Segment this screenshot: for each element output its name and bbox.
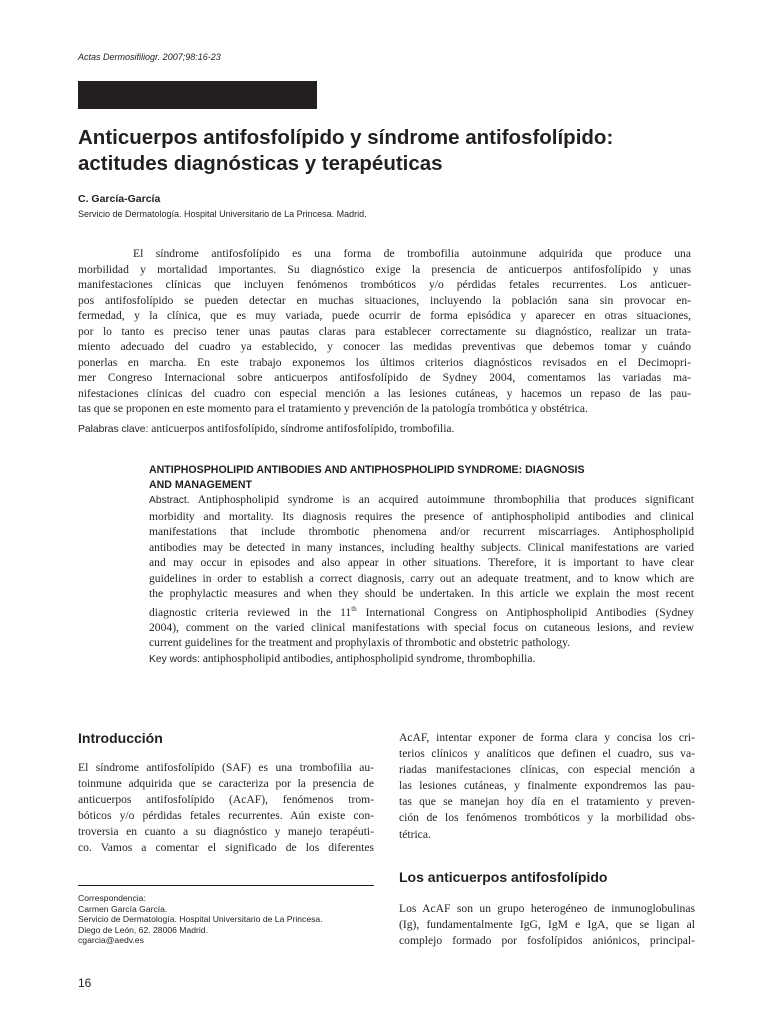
abstract-line [149, 602, 694, 620]
article-title-line: Anticuerpos antifosfolípido y síndrome antifosfolípido: [78, 126, 614, 149]
body-line: ción de los fenómenos trombóticos y la morbilidad obs- [399, 811, 695, 825]
article-title [78, 125, 698, 177]
abstract-line: antibodies may be detected in many instances, including healthy subjects. Clinical manifestations are varied [149, 540, 694, 554]
body-line: (Ig), fundamentalmente IgG, IgM e IgA, que se ligan al [399, 918, 695, 932]
body-line: complejo formado por fosfolípidos aniónicos, principal- [399, 934, 695, 948]
abstract-line: morbilidad y mortalidad importantes. Su diagnóstico exige la presencia de anticuerpos antifosfolípido y unas [78, 262, 691, 276]
journal-citation: Actas Dermosifiliogr. 2007;98:16-23 [78, 52, 221, 62]
body-line: AcAF, intentar exponer de forma clara y concisa los cri- [399, 731, 695, 744]
keywords-text: anticuerpos antifosfolípido, síndrome antifosfolípido, trombofilia. [148, 423, 455, 435]
body-line: El síndrome antifosfolípido (SAF) es una trombofilia au- [78, 761, 374, 774]
abstract-line: morbidity and mortality. Its diagnosis requires the presence of antiphospholipid antibodies and clinical [149, 509, 694, 523]
body-line: tas que se manejan hoy día en el tratamiento y preven- [399, 795, 695, 809]
abstract-line: manifestaciones clínicas que incluyen fenómenos trombóticos y/o pérdidas fetales recurrentes. Los anticuer- [78, 278, 691, 291]
abstract-line: guidelines in order to establish a correct diagnosis, carry out an adequate treatment, and to know which are [149, 571, 694, 585]
keywords-spanish [78, 423, 454, 435]
author-name: C. García-García [78, 193, 161, 205]
correspondence-line: Diego de León, 62. 28006 Madrid. [78, 924, 208, 935]
body-line: bóticos y/o pérdidas fetales recurrentes. Aún existe con- [78, 809, 374, 823]
page-number: 16 [78, 976, 92, 990]
body-column-right-continued [399, 901, 695, 949]
abstract-english [149, 492, 694, 651]
english-title-line: ANTIPHOSPHOLIPID ANTIBODIES AND ANTIPHOSPHOLIPID SYNDROME: DIAGNOSIS [149, 464, 585, 476]
body-line: Los AcAF son un grupo heterogéneo de inmunoglobulinas [399, 902, 695, 915]
abstract-label: Abstract. [149, 495, 190, 506]
abstract-line: pos antifosfolípido se pueden detectar en muchas situaciones, incluyendo la población sana sin provocar en- [78, 293, 691, 307]
abstract-line: 2004), comment on the varied clinical manifestations with special focus on cutaneous lesions, and review [149, 620, 694, 634]
body-line: tétrica. [399, 827, 431, 841]
abstract-line: manifestations that include thrombotic phenomena and/or recurrent miscarriages. Antiphospholipid [149, 525, 694, 538]
footnote-divider [78, 885, 374, 886]
abstract-text: diagnostic criteria reviewed in the 11 [149, 605, 352, 619]
correspondence-email: cgarcia@aedv.es [78, 935, 144, 946]
english-abstract-title [149, 463, 694, 493]
body-line: terios clínicos y analíticos que definen el cuadro, sus va- [399, 747, 695, 761]
abstract-line: tas que se proponen en este momento para el tratamiento y prevención de la patología trombótica y obstétrica. [78, 402, 588, 415]
body-line: co. Vamos a comentar el significado de los diferentes [78, 841, 374, 855]
abstract-line: ponerlas en marcha. En este trabajo exponemos los últimos criterios diagnósticos revisados en el Decimopri- [78, 355, 691, 369]
abstract-line [149, 492, 694, 509]
keywords-text: antiphospholipid antibodies, antiphospholipid syndrome, thrombophilia. [199, 653, 536, 665]
abstract-line: current guidelines for the treatment and prophylaxis of thrombotic and obstetric pathology. [149, 636, 571, 650]
section-heading-introduction: Introducción [78, 730, 163, 746]
abstract-line: por lo tanto es preciso tener unas pautas claras para establecer correctamente su diagnóstico, realizar un trata- [78, 324, 691, 338]
body-line: anticuerpos antifosfolípido (AcAF), fenómenos trom- [78, 793, 374, 807]
body-column-left [78, 760, 374, 857]
correspondence-block [78, 893, 323, 946]
abstract-first-line-text: Antiphospholipid syndrome is an acquired autoimmune thrombophilia that produces significant [189, 493, 694, 506]
body-line: toinmune adquirida que se caracteriza por la presencia de [78, 777, 374, 791]
abstract-line: fermedad, y la clínica, que es muy variada, puede ocurrir de forma episódica y aparecer en otras situaciones, [78, 309, 691, 322]
english-title-line: AND MANAGEMENT [149, 479, 252, 491]
keywords-label: Key words: [149, 654, 200, 665]
abstract-line: El síndrome antifosfolípido es una forma de trombofilia autoinmune adquirida que produce una [133, 247, 691, 260]
abstract-line: mer Congreso Internacional sobre anticuerpos antifosfolípido de Sydney 2004, comentamos las variadas ma- [78, 371, 691, 384]
correspondence-line: Carmen García García. [78, 903, 168, 914]
body-line: las lesiones cutáneas, y finalmente expondremos las pau- [399, 779, 695, 793]
body-column-right [399, 730, 695, 843]
abstract-spanish [78, 246, 691, 417]
abstract-line: miento adecuado del cuadro ya establecido, y conocer las medidas preventivas que debemos tomar y cuándo [78, 340, 691, 353]
body-line: troversia en cuanto a su diagnóstico y manejo terapéuti- [78, 825, 374, 839]
abstract-line: and may occur in episodes and also appear in other situations. Therefore, it is important to have clear [149, 556, 694, 569]
superscript-ordinal: th [351, 604, 357, 613]
abstract-line: nifestaciones clínicas del cuadro con especial mención a las lesiones cutáneas, y hacemos un repaso de las pau- [78, 386, 691, 400]
abstract-line: the prophylactic measures and when they should be undertaken. In this article we explain the most recent [149, 587, 694, 600]
keywords-label: Palabras clave: [78, 424, 149, 435]
section-heading-antibodies: Los anticuerpos antifosfolípido [399, 869, 608, 885]
body-line: riadas manifestaciones clínicas, con especial mención a [399, 763, 695, 777]
section-banner [78, 81, 317, 109]
abstract-text: International Congress on Antiphospholipid Antibodies (Sydney [356, 605, 694, 619]
keywords-english [149, 653, 535, 665]
article-title-line: actitudes diagnósticas y terapéuticas [78, 152, 443, 175]
correspondence-line: Correspondencia: [78, 893, 146, 903]
correspondence-line: Servicio de Dermatología. Hospital Universitario de La Princesa. [78, 914, 323, 925]
author-affiliation: Servicio de Dermatología. Hospital Universitario de La Princesa. Madrid. [78, 209, 367, 219]
